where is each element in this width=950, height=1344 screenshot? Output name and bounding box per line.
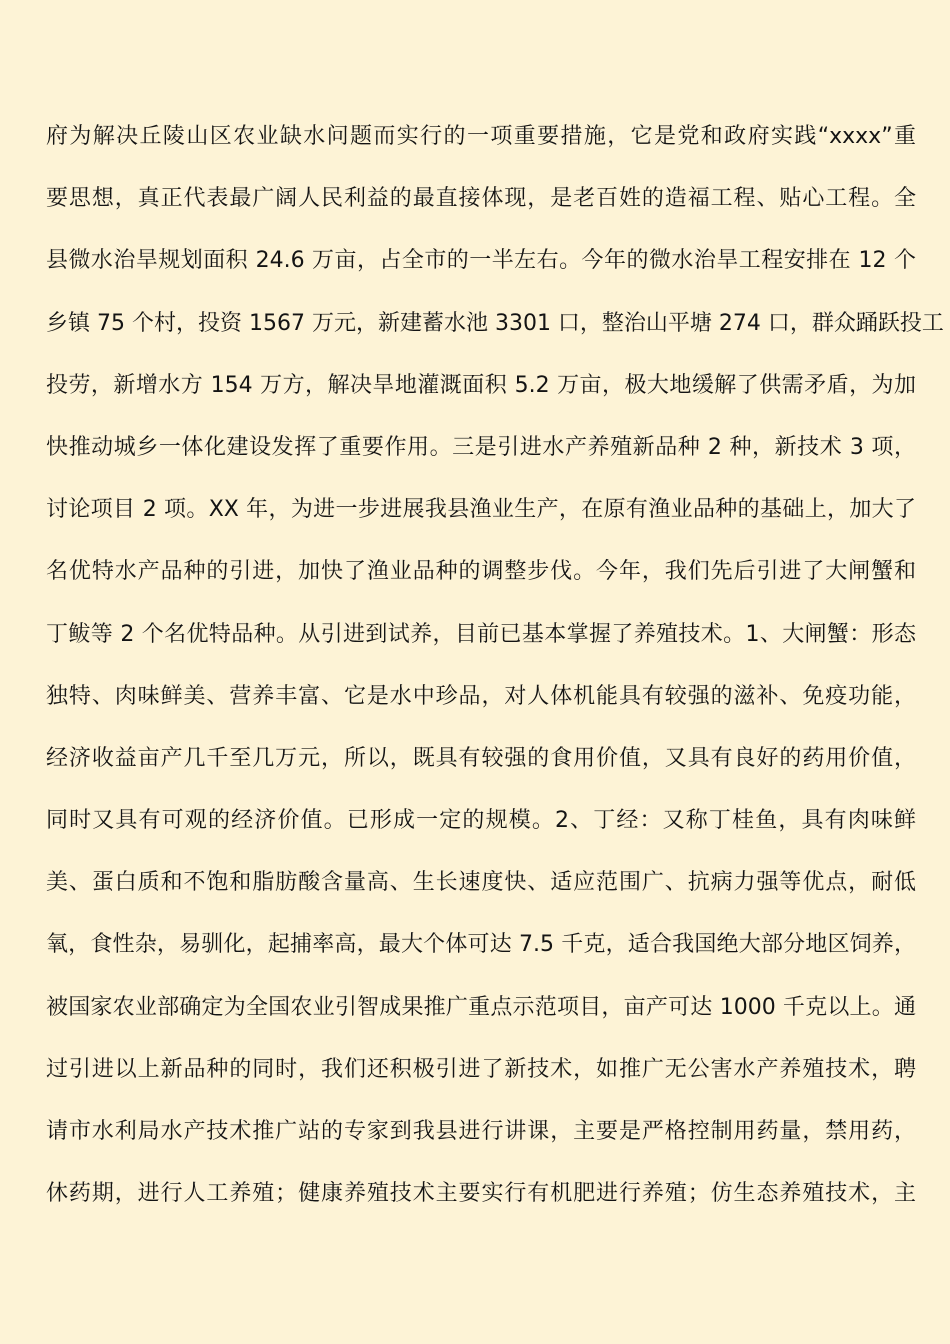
text-line: 同时又具有可观的经济价值。已形成一定的规模。2、丁经：又称丁桂鱼，具有肉味鲜 [46, 808, 916, 834]
text-line: 要思想，真正代表最广阔人民利益的最直接体现，是老百姓的造福工程、贴心工程。全 [46, 186, 916, 212]
text-line: 乡镇 75 个村，投资 1567 万元，新建蓄水池 3301 口，整治山平塘 274 口，群众踊跃投工 [46, 310, 944, 336]
text-line: 府为解决丘陵山区农业缺水问题而实行的一项重要措施，它是党和政府实践“xxxx”重 [46, 124, 916, 149]
text-line: 休药期，进行人工养殖；健康养殖技术主要实行有机肥进行养殖；仿生态养殖技术，主 [46, 1181, 916, 1207]
text-line: 快推动城乡一体化建设发挥了重要作用。三是引进水产养殖新品种 2 种，新技术 3 项， [46, 434, 916, 460]
text-line: 经济收益亩产几千至几万元，所以，既具有较强的食用价值，又具有良好的药用价值， [46, 745, 916, 771]
text-line: 被国家农业部确定为全国农业引智成果推广重点示范项目，亩产可达 1000 千克以上。通 [46, 994, 916, 1020]
text-line: 丁鲅等 2 个名优特品种。从引进到试养，目前已基本掌握了养殖技术。1、大闸蟹：形态 [46, 621, 916, 647]
text-line: 名优特水产品种的引进，加快了渔业品种的调整步伐。今年，我们先后引进了大闸蟹和 [46, 559, 916, 585]
text-line: 氧，食性杂，易驯化，起捕率高，最大个体可达 7.5 千克，适合我国绝大部分地区饲养， [46, 932, 916, 958]
text-line: 美、蛋白质和不饱和脂肪酸含量高、生长速度快、适应范围广、抗病力强等优点，耐低 [46, 870, 916, 896]
text-line: 投劳，新增水方 154 万方，解决旱地灌溉面积 5.2 万亩，极大地缓解了供需矛盾，为加 [46, 372, 916, 398]
body-text [46, 112, 944, 1231]
text-line: 讨论项目 2 项。XX 年，为进一步进展我县渔业生产，在原有渔业品种的基础上，加大了 [46, 497, 916, 523]
text-line: 县微水治旱规划面积 24.6 万亩，占全市的一半左右。今年的微水治旱工程安排在 12 个 [46, 248, 916, 274]
text-line: 请市水利局水产技术推广站的专家到我县进行讲课，主要是严格控制用药量，禁用药， [46, 1119, 916, 1144]
text-line: 独特、肉味鲜美、营养丰富、它是水中珍品，对人体机能具有较强的滋补、免疫功能， [46, 683, 916, 709]
text-line: 过引进以上新品种的同时，我们还积极引进了新技术，如推广无公害水产养殖技术，聘 [46, 1056, 916, 1082]
